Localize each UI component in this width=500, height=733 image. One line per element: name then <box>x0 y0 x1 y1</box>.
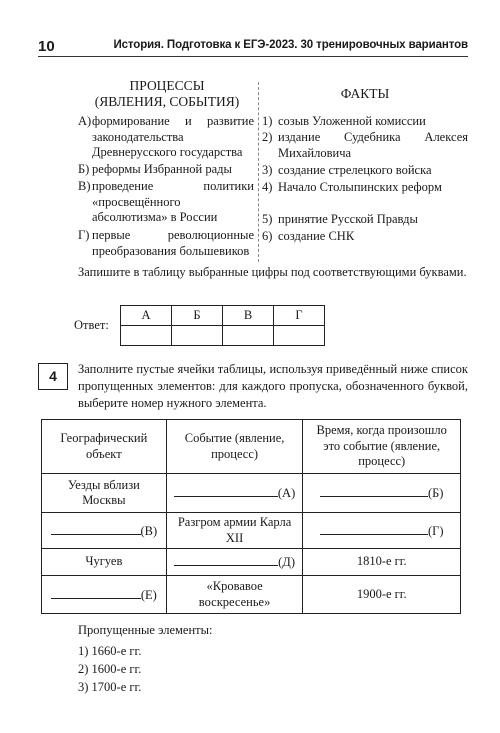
list-item: 3) 1700-е гг. <box>78 680 142 694</box>
fact-item-5: 5) принятие Русской Правды <box>262 212 418 226</box>
answer-letter-a: А <box>121 306 172 326</box>
cell-geo: Чугуев <box>42 549 167 576</box>
blank-line <box>51 586 141 599</box>
cell-time-gap-b[interactable]: (Б) <box>303 474 461 513</box>
running-title: История. Подготовка к ЕГЭ-2023. 30 тренировочных вариантов <box>113 39 468 51</box>
fact-item-2: 2) издание Судебника Алексея Михайловича <box>262 130 468 160</box>
cell-event-gap-a[interactable]: (А) <box>166 474 303 513</box>
blank-line <box>174 553 278 566</box>
page-header <box>38 38 468 54</box>
facts-column-title: ФАКТЫ <box>340 86 390 101</box>
cell-time-gap-g[interactable]: (Г) <box>303 513 461 549</box>
process-item-a: А) формирование и развитие законодательства Древнерусского государства <box>78 114 254 160</box>
fact-item-1: 1) созыв Уложенной комиссии <box>262 114 426 128</box>
processes-column-title: ПРОЦЕССЫ (ЯВЛЕНИЯ, СОБЫТИЯ) <box>94 78 240 109</box>
cell-event-gap-d[interactable]: (Д) <box>166 549 303 576</box>
answer-cell-v[interactable] <box>223 326 274 346</box>
fact-item-4: 4) Начало Столыпинских реформ <box>262 180 442 194</box>
answer-letter-v: В <box>223 306 274 326</box>
blank-line <box>320 522 428 535</box>
missing-elements-list <box>78 642 141 696</box>
blank-line <box>51 522 141 535</box>
process-item-b: Б) реформы Избранной рады <box>78 162 232 176</box>
answer-table <box>120 305 325 346</box>
table-row <box>42 474 461 513</box>
answer-input-row <box>121 326 325 346</box>
cell-event: «Кровавое воскресенье» <box>166 576 303 614</box>
answer-cell-b[interactable] <box>172 326 223 346</box>
cell-geo-gap-v[interactable]: (В) <box>42 513 167 549</box>
header-event: Событие (явление, процесс) <box>166 420 303 474</box>
answer-cell-g[interactable] <box>274 326 325 346</box>
table-row <box>42 576 461 614</box>
answer-cell-a[interactable] <box>121 326 172 346</box>
fact-item-3: 3) создание стрелецкого войска <box>262 163 432 177</box>
list-item: 1) 1660-е гг. <box>78 644 142 658</box>
answer-letter-g: Г <box>274 306 325 326</box>
cell-time: 1900-е гг. <box>303 576 461 614</box>
fact-item-6: 6) создание СНК <box>262 229 355 243</box>
cell-geo-gap-e[interactable]: (Е) <box>42 576 167 614</box>
table-row <box>42 513 461 549</box>
task4-text: Заполните пустые ячейки таблицы, используя приведённый ниже список пропущенных элементов: для каждого пропуска, обозначенного буквой, выберите номер нужного элемента. <box>78 362 468 410</box>
header-rule <box>38 56 468 57</box>
table-header-row <box>42 420 461 474</box>
blank-line <box>174 484 278 497</box>
process-item-v: В) проведение политики «просвещённого абсолютизма» в России <box>78 179 254 225</box>
answer-header-row <box>121 306 325 326</box>
cell-geo: Уезды вблизи Москвы <box>42 474 167 513</box>
task4-table <box>41 419 461 614</box>
missing-elements-title: Пропущенные элементы: <box>78 623 213 637</box>
header-geo: Географический объект <box>42 420 167 474</box>
instruction-text: Запишите в таблицу выбранные цифры под соответствующими буквами. <box>78 265 467 279</box>
process-item-g: Г) первые революционные преобразования большевиков <box>78 228 254 258</box>
table-row <box>42 549 461 576</box>
cell-time: 1810-е гг. <box>303 549 461 576</box>
column-divider <box>258 82 259 262</box>
answer-letter-b: Б <box>172 306 223 326</box>
list-item: 2) 1600-е гг. <box>78 662 142 676</box>
blank-line <box>320 484 428 497</box>
answer-label: Ответ: <box>74 318 109 332</box>
task-number-box: 4 <box>38 363 68 390</box>
cell-event: Разгром армии Карла XII <box>166 513 303 549</box>
header-time: Время, когда произошло это событие (явление, процесс) <box>303 420 461 474</box>
page-number: 10 <box>38 38 55 55</box>
